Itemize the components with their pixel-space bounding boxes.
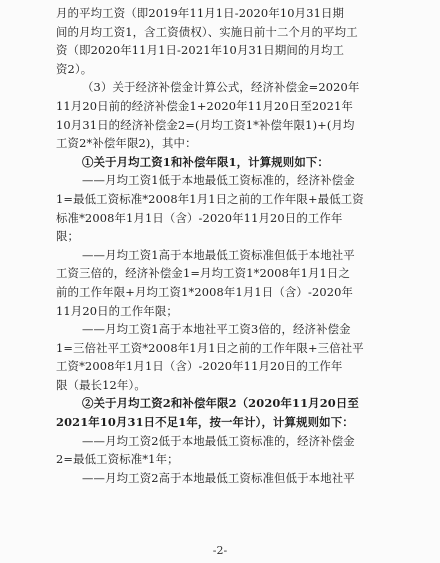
- text-line: ——月均工资1高于本地社平工资3倍的，经济补偿金: [82, 322, 351, 337]
- text-line: 工资三倍的，经济补偿金1=月均工资1*2008年1月1日之: [56, 266, 350, 281]
- text-line: ——月均工资2低于本地最低工资标准的，经济补偿金: [82, 433, 355, 448]
- text-line: 11月20日前的经济补偿金1+2020年11月20日至2021年: [56, 98, 354, 113]
- text-line: ——月均工资2高于本地最低工资标准但低于本地社平: [82, 470, 355, 485]
- text-line: 10月31日的经济补偿金2=(月均工资1*补偿年限1)+(月均: [56, 117, 355, 132]
- text-line: 间的月均工资1，含工资债权）、实施日前十二个月的平均工: [56, 24, 358, 39]
- text-line: 1=最低工资标准*2008年1月1日之前的工作年限+最低工资: [56, 191, 364, 206]
- text-line: ①关于月均工资1和补偿年限1，计算规则如下：: [82, 154, 329, 169]
- text-line: 工资*2008年1月1日（含）-2020年11月20日的工作年: [56, 359, 343, 374]
- text-line: 2021年10月31日不足1年，按一年计），计算规则如下：: [56, 415, 354, 430]
- page-number: -2-: [212, 544, 228, 557]
- text-line: 资2）。: [56, 61, 93, 76]
- text-line: 前的工作年限+月均工资1*2008年1月1日（含）-2020年: [56, 284, 354, 299]
- text-line: 2=最低工资标准*1年；: [56, 452, 179, 467]
- text-line: ——月均工资1低于本地最低工资标准的，经济补偿金: [82, 173, 355, 188]
- text-line: ②关于月均工资2和补偿年限2（2020年11月20日至: [82, 396, 359, 411]
- text-line: 标准*2008年1月1日（含）-2020年11月20日的工作年: [56, 210, 343, 225]
- text-line: （3）关于经济补偿金计算公式，经济补偿金=2020年: [82, 80, 360, 95]
- text-line: 1=三倍社平工资*2008年1月1日之前的工作年限+三倍社平: [56, 340, 364, 355]
- text-line: ——月均工资1高于本地最低工资标准但低于本地社平: [82, 247, 355, 262]
- text-line: 限；: [56, 229, 80, 244]
- text-line: 资（即2020年11月1日-2021年10月31日期间的月均工: [56, 43, 345, 58]
- text-line: 限（最长12年）。: [56, 377, 146, 392]
- text-line: 月的平均工资（即2019年11月1日-2020年10月31日期: [56, 6, 345, 20]
- text-line: 11月20日的工作年限；: [56, 303, 178, 318]
- text-line: 工资2*补偿年限2)，其中：: [56, 136, 197, 151]
- document-body: [56, 4, 386, 487]
